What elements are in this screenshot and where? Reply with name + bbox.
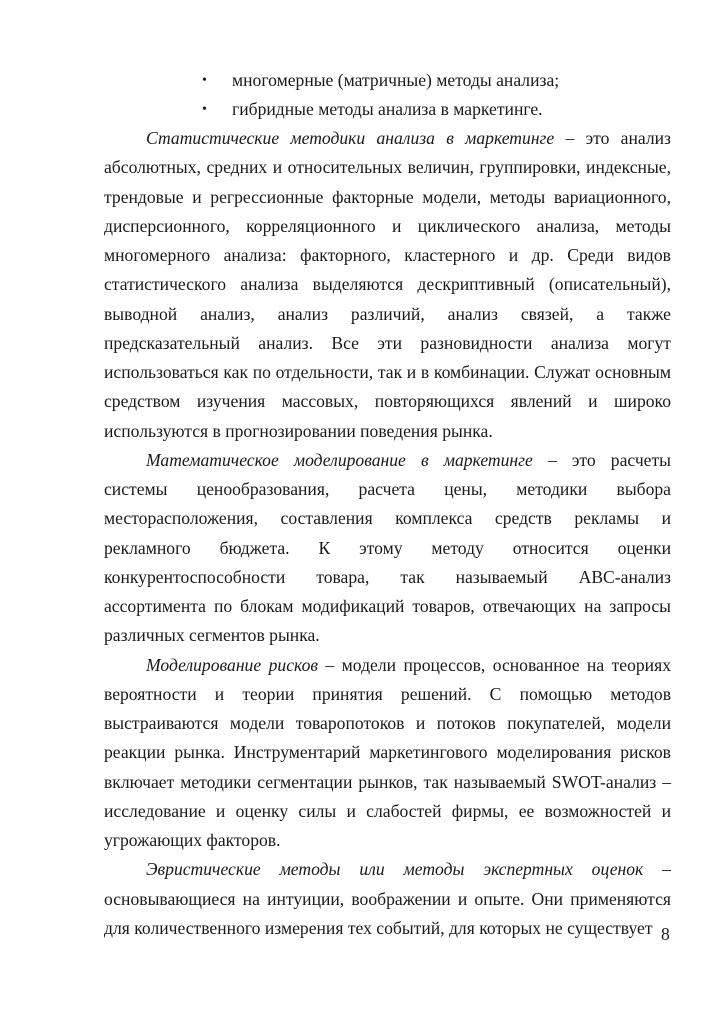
paragraph-risk-modeling [104, 651, 671, 856]
paragraph-body: – основывающиеся на интуиции, воображении и опыте. Они применяются для количественного измерения тех событий, для которых не существует [104, 859, 671, 938]
bullet-text: многомерные (матричные) методы анализа; [232, 70, 560, 90]
paragraph-statistical-methods [104, 124, 671, 446]
paragraph-term: Математическое моделирование в маркетинге [146, 449, 533, 470]
bullet-dot-icon: • [202, 102, 207, 117]
paragraph-body: – это расчеты системы ценообразования, расчета цены, методики выбора месторасположения, составления комплекса средств рекламы и рекламного бюджета. К этому методу относится оценки конкурентоспособности товара, так называемый АВС-анализ ассортимента по блокам модификаций товаров, отвечающих на запросы различных сегментов рынка. [104, 449, 672, 646]
bullet-dot-icon: • [202, 73, 207, 88]
paragraph-body: – это анализ абсолютных, средних и относительных величин, группировки, индексные, трендовые и регрессионные факторные модели, методы вариационного, дисперсионного, корреляционного и циклического анализа, методы многомерного анализа: факторного, кластерного и др. Среди видов статистического анализа выделяются дескриптивный (описательный), выводной анализ, анализ различий, анализ связей, а также предсказательный анализ. Все эти разновидности анализа могут использоваться как по отдельности, так и в комбинации. Служат основным средством изучения массовых, повторяющихся явлений и широко используются в прогнозировании поведения рынка. [104, 128, 671, 441]
bullet-list [0, 66, 724, 124]
paragraph-term: Статистические методики анализа в маркетинге [146, 128, 555, 148]
paragraph-math-modeling [104, 446, 671, 651]
bullet-item [0, 95, 724, 124]
bullet-text: гибридные методы анализа в маркетинге. [232, 99, 543, 119]
paragraph-body: – модели процессов, основанное на теориях вероятности и теории принятия решений. С помощью методов выстраиваются модели товаропотоков и потоков покупателей, модели реакции рынка. Инструментарий маркетингового моделирования рисков включает методики сегментации рынков, так называемый SWOT-анализ – исследование и оценку силы и слабостей фирмы, ее возможностей и угрожающих факторов. [104, 654, 671, 850]
page-number: 8 [661, 924, 670, 944]
paragraph-term: Эвристические методы или методы экспертных оценок [146, 859, 644, 880]
body-text [104, 124, 671, 943]
paragraph-heuristic-methods [104, 855, 671, 943]
paragraph-term: Моделирование рисков [146, 654, 318, 675]
bullet-item [0, 66, 724, 95]
